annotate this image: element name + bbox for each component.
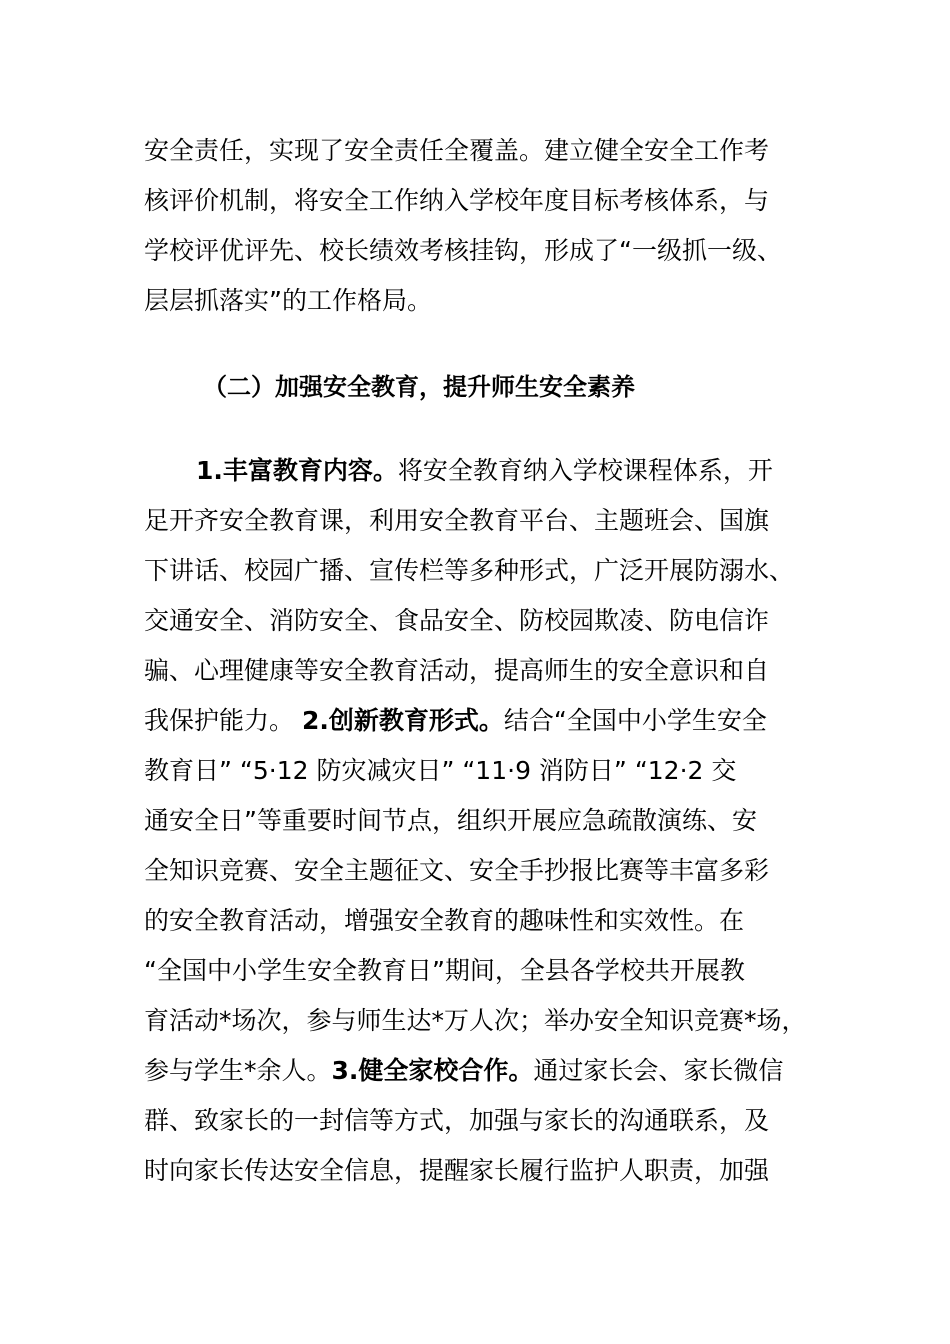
paragraph-text: 将安全教育纳入学校课程体系，开 [397,456,773,485]
item-title: 3.健全家校合作。 [331,1056,534,1085]
paragraph-line: 骗、心理健康等安全教育活动，提高师生的安全意识和自 [144,656,770,685]
section-heading: （二）加强安全教育，提升师生安全素养 [203,373,635,401]
paragraph-line: 核评价机制，将安全工作纳入学校年度目标考核体系，与 [144,186,770,215]
paragraph-line: 学校评优评先、校长绩效考核挂钩，形成了“一级抓一级、 [144,236,782,265]
paragraph-line: “全国中小学生安全教育日”期间，全县各学校共开展教 [144,956,745,985]
paragraph-line: 时向家长传达安全信息，提醒家长履行监护人职责，加强 [144,1156,770,1185]
item-title: 1.丰富教育内容。 [196,456,398,485]
paragraph-line: 安全责任，实现了安全责任全覆盖。建立健全安全工作考 [144,136,770,165]
paragraph-line: 足开齐安全教育课，利用安全教育平台、主题班会、国旗 [144,506,770,535]
paragraph-line: 全知识竞赛、安全主题征文、安全手抄报比赛等丰富多彩 [144,856,770,885]
paragraph-line: 的安全教育活动，增强安全教育的趣味性和实效性。在 [144,906,745,935]
paragraph-text: 结合“全国中小学生安全 [503,706,767,735]
paragraph-line: 群、致家长的一封信等方式，加强与家长的沟通联系，及 [144,1106,770,1135]
paragraph-line [196,456,773,486]
paragraph-text: 通过家长会、家长微信 [533,1056,784,1085]
paragraph-line [144,1056,783,1086]
item-title: 2.创新教育形式。 [301,706,504,735]
paragraph-line: 育活动*场次，参与师生达*万人次；举办安全知识竞赛*场， [144,1006,807,1035]
paragraph-line [144,706,767,736]
paragraph-text: 参与学生*余人。 [144,1056,332,1085]
paragraph-line: 层层抓落实”的工作格局。 [144,286,432,315]
paragraph-line: 教育日” “5·12 防灾减灾日” “11·9 消防日” “12·2 交 [144,756,737,785]
paragraph-line: 下讲话、校园广播、宣传栏等多种形式，广泛开展防溺水、 [144,556,795,585]
paragraph-line: 交通安全、消防安全、食品安全、防校园欺凌、防电信诈 [144,606,770,635]
paragraph-text: 我保护能力。 [144,706,295,735]
paragraph-line: 通安全日”等重要时间节点，组织开展应急疏散演练、安 [144,806,757,835]
